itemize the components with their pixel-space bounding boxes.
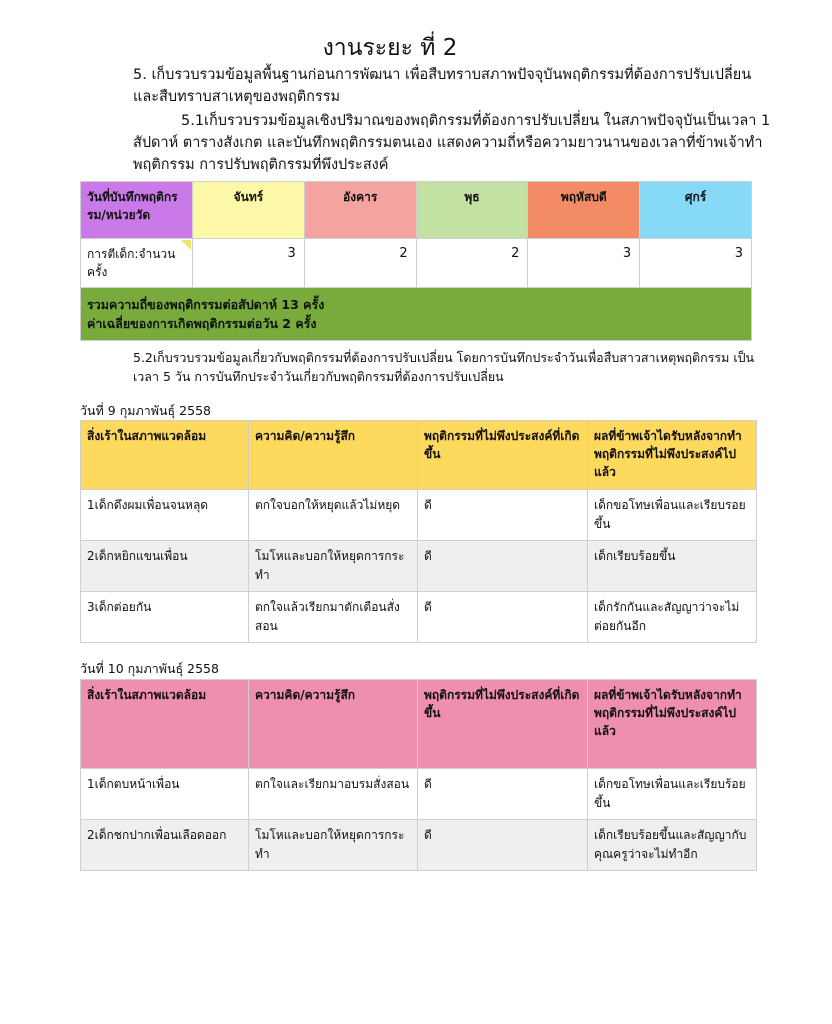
- cell-thought: ตกใจแล้วเรียกมาตักเตือนสั่งสอน: [249, 592, 418, 643]
- row-label: การตีเด็ก:จำนวนครั้ง: [87, 247, 176, 279]
- header-stimulus: สิ่งเร้าในสภาพแวดล้อม: [81, 421, 249, 490]
- header-undesired-behavior: พฤติกรรมที่ไม่พึงประสงค์ที่เกิดขึ้น: [418, 680, 588, 769]
- daily-date-label-2: วันที่ 10 กุมภาพันธุ์ 2558: [80, 661, 219, 676]
- cell-thought: ตกใจและเรียกมาอบรมสั่งสอน: [249, 769, 418, 820]
- cell-result: เด็กขอโทษเพื่อนและเรียบร้อยขึ้น: [588, 769, 757, 820]
- cell-thought: โมโหและบอกให้หยุดการกระทำ: [249, 820, 418, 871]
- weekly-data-row: [81, 239, 752, 288]
- weekly-header-row: [81, 182, 752, 239]
- daily-header-row: [81, 680, 757, 769]
- value-wednesday: 2: [416, 239, 528, 288]
- daily-date-label-1: วันที่ 9 กุมภาพันธุ์ 2558: [80, 403, 211, 418]
- cell-behavior: ดี: [418, 490, 588, 541]
- weekly-frequency-table: [80, 181, 752, 341]
- header-thought-feeling: ความคิด/ความรู้สึก: [249, 680, 418, 769]
- cell-stimulus: 1เด็กดึงผมเพื่อนจนหลุด: [81, 490, 249, 541]
- section-5-1-text: 5.1เก็บรวบรวมข้อมูลเชิงปริมาณของพฤติกรรมที่ต้องการปรับเปลี่ยน ในสภาพปัจจุบันเป็นเวลา 1 สัปดาห์ ตารางสังเกต และบันทึกพฤติกรรมตนเอง แสดงความถี่หรือความยาวนานของเวลาที่ข้าพเจ้าทำพฤติกรรม การปรับพฤติกรรมที่พึงประสงค์: [133, 113, 771, 173]
- header-undesired-behavior: พฤติกรรมที่ไม่พึงประสงค์ที่เกิดขึ้น: [418, 421, 588, 490]
- header-thought-feeling: ความคิด/ความรู้สึก: [249, 421, 418, 490]
- section-5-2-paragraph: 5.2เก็บรวบรวมข้อมูลเกี่ยวกับพฤติกรรมที่ต้องการปรับเปลี่ยน โดยการบันทึกประจำวันเพื่อสืบสาวสาเหตุพฤติกรรม เป็นเวลา 5 วัน การบันทึกประจำวันเกี่ยวกับพฤติกรรมที่ต้องการปรับเปลี่ยน: [133, 350, 755, 384]
- cell-stimulus: 3เด็กต่อยกัน: [81, 592, 249, 643]
- value-thursday: 3: [528, 239, 640, 288]
- header-day-wednesday: พุธ: [416, 182, 528, 239]
- table-row: [81, 541, 757, 592]
- header-day-friday: ศุกร์: [640, 182, 752, 239]
- header-record-date-unit: [81, 182, 193, 239]
- section-5-1-paragraph: [133, 110, 773, 176]
- cell-result: เด็กขอโทษเพื่อนและเรียบรอยขึ้น: [588, 490, 757, 541]
- cell-result: เด็กเรียบร้อยขึ้นและสัญญากับคุณครูว่าจะไม่ทำอีก: [588, 820, 757, 871]
- cell-thought: ตกใจบอกให้หยุดแล้วไม่หยุด: [249, 490, 418, 541]
- table-row: [81, 769, 757, 820]
- cell-stimulus: 2เด็กชกปากเพื่อนเลือดออก: [81, 820, 249, 871]
- comment-marker-icon[interactable]: [181, 240, 191, 250]
- table-row: [81, 820, 757, 871]
- weekly-summary-row: [81, 288, 752, 341]
- value-monday: 3: [193, 239, 305, 288]
- header-stimulus: สิ่งเร้าในสภาพแวดล้อม: [81, 680, 249, 769]
- table-row: [81, 490, 757, 541]
- value-tuesday: 2: [304, 239, 416, 288]
- value-friday: 3: [640, 239, 752, 288]
- cell-behavior: ดี: [418, 541, 588, 592]
- section-5-paragraph: 5. เก็บรวบรวมข้อมูลพื้นฐานก่อนการพัฒนา เพื่อสืบทราบสภาพปัจจุบันพฤติกรรมที่ต้องการปรับเปลี่ยนและสืบทราบสาเหตุของพฤติกรรม: [133, 67, 752, 105]
- page-title: งานระยะ ที่ 2: [322, 35, 458, 61]
- header-result: ผลที่ข้าพเจ้าไดรับหลังจากทำพฤติกรรมที่ไม่พึงประสงค์ไปแล้ว: [588, 680, 757, 769]
- daily-record-table-2: [80, 679, 757, 871]
- header-day-tuesday: อังคาร: [304, 182, 416, 239]
- row-label-cell: [81, 239, 193, 288]
- cell-stimulus: 1เด็กตบหน้าเพื่อน: [81, 769, 249, 820]
- cell-behavior: ดี: [418, 820, 588, 871]
- cell-behavior: ดี: [418, 769, 588, 820]
- cell-result: เด็กรักกันและสัญญาว่าจะไม่ต่อยกันอีก: [588, 592, 757, 643]
- cell-result: เด็กเรียบร้อยขึ้น: [588, 541, 757, 592]
- header-day-thursday: พฤหัสบดี: [528, 182, 640, 239]
- cell-behavior: ดี: [418, 592, 588, 643]
- summary-cell: [81, 288, 752, 341]
- summary-average: ค่าเฉลี่ยของการเกิดพฤติกรรมต่อวัน 2 ครั้ง: [87, 316, 317, 331]
- header-result: ผลที่ข้าพเจ้าไดรับหลังจากทำพฤติกรรมที่ไม่พึงประสงค์ไปแล้ว: [588, 421, 757, 490]
- header-label: วันที่บันทึกพฤติกรรม/หน่วยวัด: [87, 190, 178, 222]
- daily-record-table-1: [80, 420, 757, 643]
- cell-stimulus: 2เด็กหยิกแขนเพื่อน: [81, 541, 249, 592]
- header-day-monday: จันทร์: [193, 182, 305, 239]
- daily-header-row: [81, 421, 757, 490]
- cell-thought: โมโหและบอกให้หยุดการกระทำ: [249, 541, 418, 592]
- summary-total: รวมความถี่ของพฤติกรรมต่อสัปดาห์ 13 ครั้ง: [87, 297, 325, 312]
- table-row: [81, 592, 757, 643]
